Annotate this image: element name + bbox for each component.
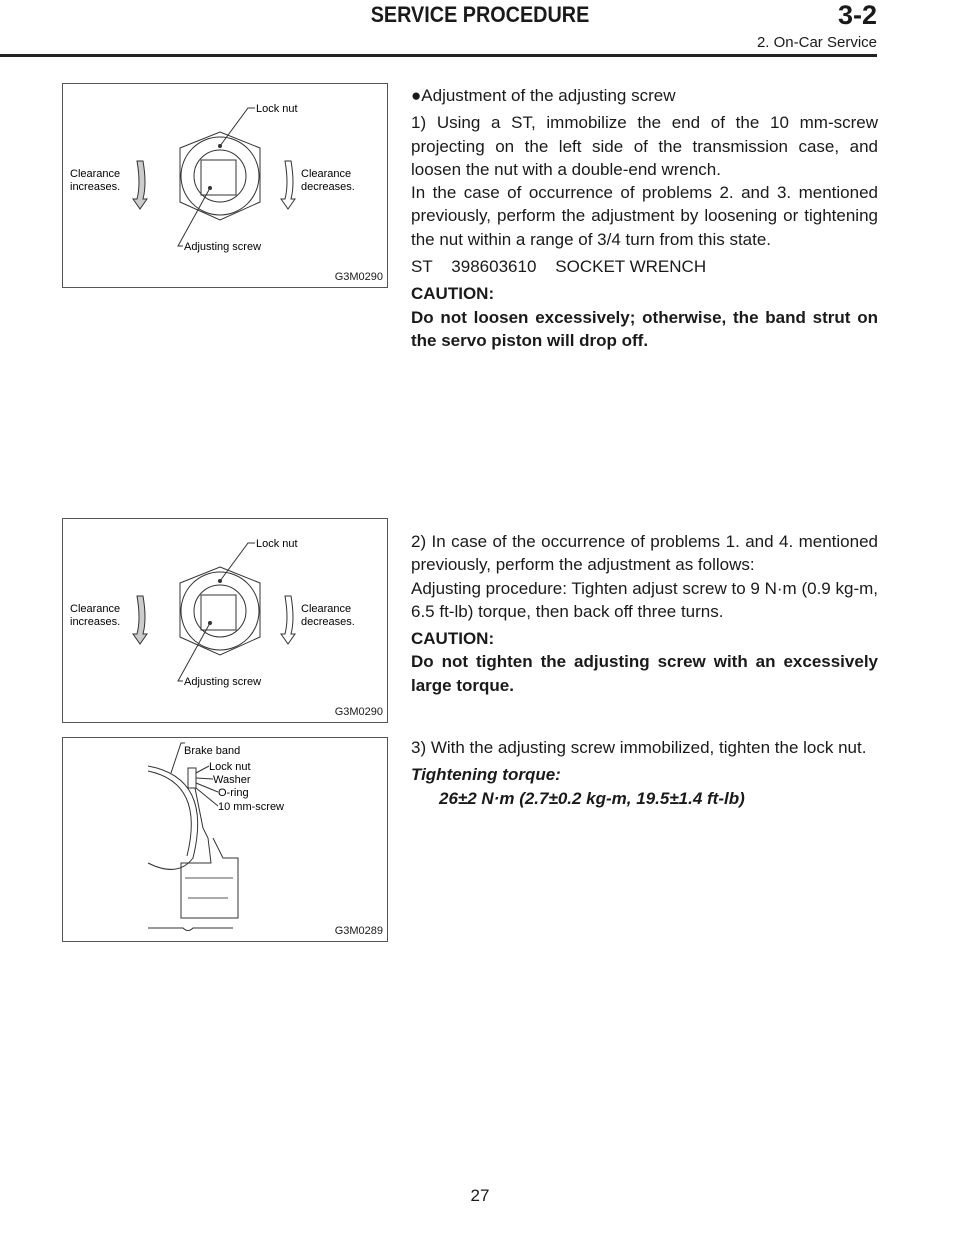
paragraph: Adjusting procedure: Tighten adjust screw to 9 N·m (0.9 kg-m, 6.5 ft-lb) torque, then back off three turns. xyxy=(411,578,878,621)
header-rule xyxy=(0,54,877,57)
figure-brake-band xyxy=(62,737,388,942)
figure-label: Clearance xyxy=(301,168,352,180)
paragraph: 3) With the adjusting screw immobilized, tighten the lock nut. xyxy=(411,738,867,757)
torque-label: Tightening torque: xyxy=(411,765,561,785)
section-problems-1-4 xyxy=(411,530,878,701)
nut-diagram xyxy=(63,519,389,724)
paragraph: 1) Using a ST, immobilize the end of the 10 mm-screw projecting on the left side of the transmission case, and loosen the nut with a double-end wrench. xyxy=(411,113,878,179)
figure-label: decreases. xyxy=(301,181,355,193)
caution-label: CAUTION: xyxy=(411,284,495,304)
paragraph: 2) In case of the occurrence of problems 1. and 4. mentioned previously, perform the adjustment as follows: xyxy=(411,532,878,575)
brake-band-diagram xyxy=(63,738,389,943)
figure-lock-nut-1 xyxy=(62,83,388,288)
paragraph: In the case of occurrence of problems 2. and 3. mentioned previously, perform the adjustment by loosening or tightening the nut within a range of 3/4 turn from this state. xyxy=(411,183,878,249)
special-tool: ST 398603610 SOCKET WRENCH xyxy=(411,257,707,277)
figure-label: O-ring xyxy=(218,787,249,799)
torque-value: 26±2 N·m (2.7±0.2 kg-m, 19.5±1.4 ft-lb) xyxy=(439,788,745,808)
figure-label: Adjusting screw xyxy=(184,676,262,688)
figure-lock-nut-2 xyxy=(62,518,388,723)
figure-label: Brake band xyxy=(184,745,241,757)
bullet-icon: ● xyxy=(411,86,422,105)
figure-label: Lock nut xyxy=(256,538,298,550)
nut-diagram xyxy=(63,84,389,289)
caution-text: Do not tighten the adjusting screw with an excessively large torque. xyxy=(411,652,878,695)
label-adjusting-screw: Adjusting screw xyxy=(184,241,262,253)
figure-label: decreases. xyxy=(301,616,355,628)
label-lock-nut: Lock nut xyxy=(256,103,298,115)
section-number: 3-2 xyxy=(837,0,877,30)
section-adjusting-screw xyxy=(411,84,878,356)
figure-label: increases. xyxy=(70,181,121,193)
figure-label: Lock nut xyxy=(209,761,251,773)
figure-label: Clearance xyxy=(301,603,352,615)
caution-text: Do not loosen excessively; otherwise, the band strut on the servo piston will drop off. xyxy=(411,307,878,350)
figure-label: Clearance xyxy=(70,603,121,615)
figure-label: 10 mm-screw xyxy=(218,801,285,813)
subsection-title: 2. On-Car Service xyxy=(756,34,877,51)
header-title: SERVICE PROCEDURE xyxy=(370,2,590,27)
figure-code: G3M0289 xyxy=(334,925,383,937)
section-heading: Adjustment of the adjusting screw xyxy=(421,86,676,105)
figure-label: Washer xyxy=(213,774,251,786)
figure-label: increases. xyxy=(70,616,121,628)
section-lock-nut xyxy=(411,736,878,814)
figure-code: G3M0290 xyxy=(334,706,383,718)
figure-label: Clearance xyxy=(70,168,121,180)
figure-code: G3M0290 xyxy=(334,271,383,283)
page-number: 27 xyxy=(470,1186,490,1205)
caution-label: CAUTION: xyxy=(411,629,495,649)
